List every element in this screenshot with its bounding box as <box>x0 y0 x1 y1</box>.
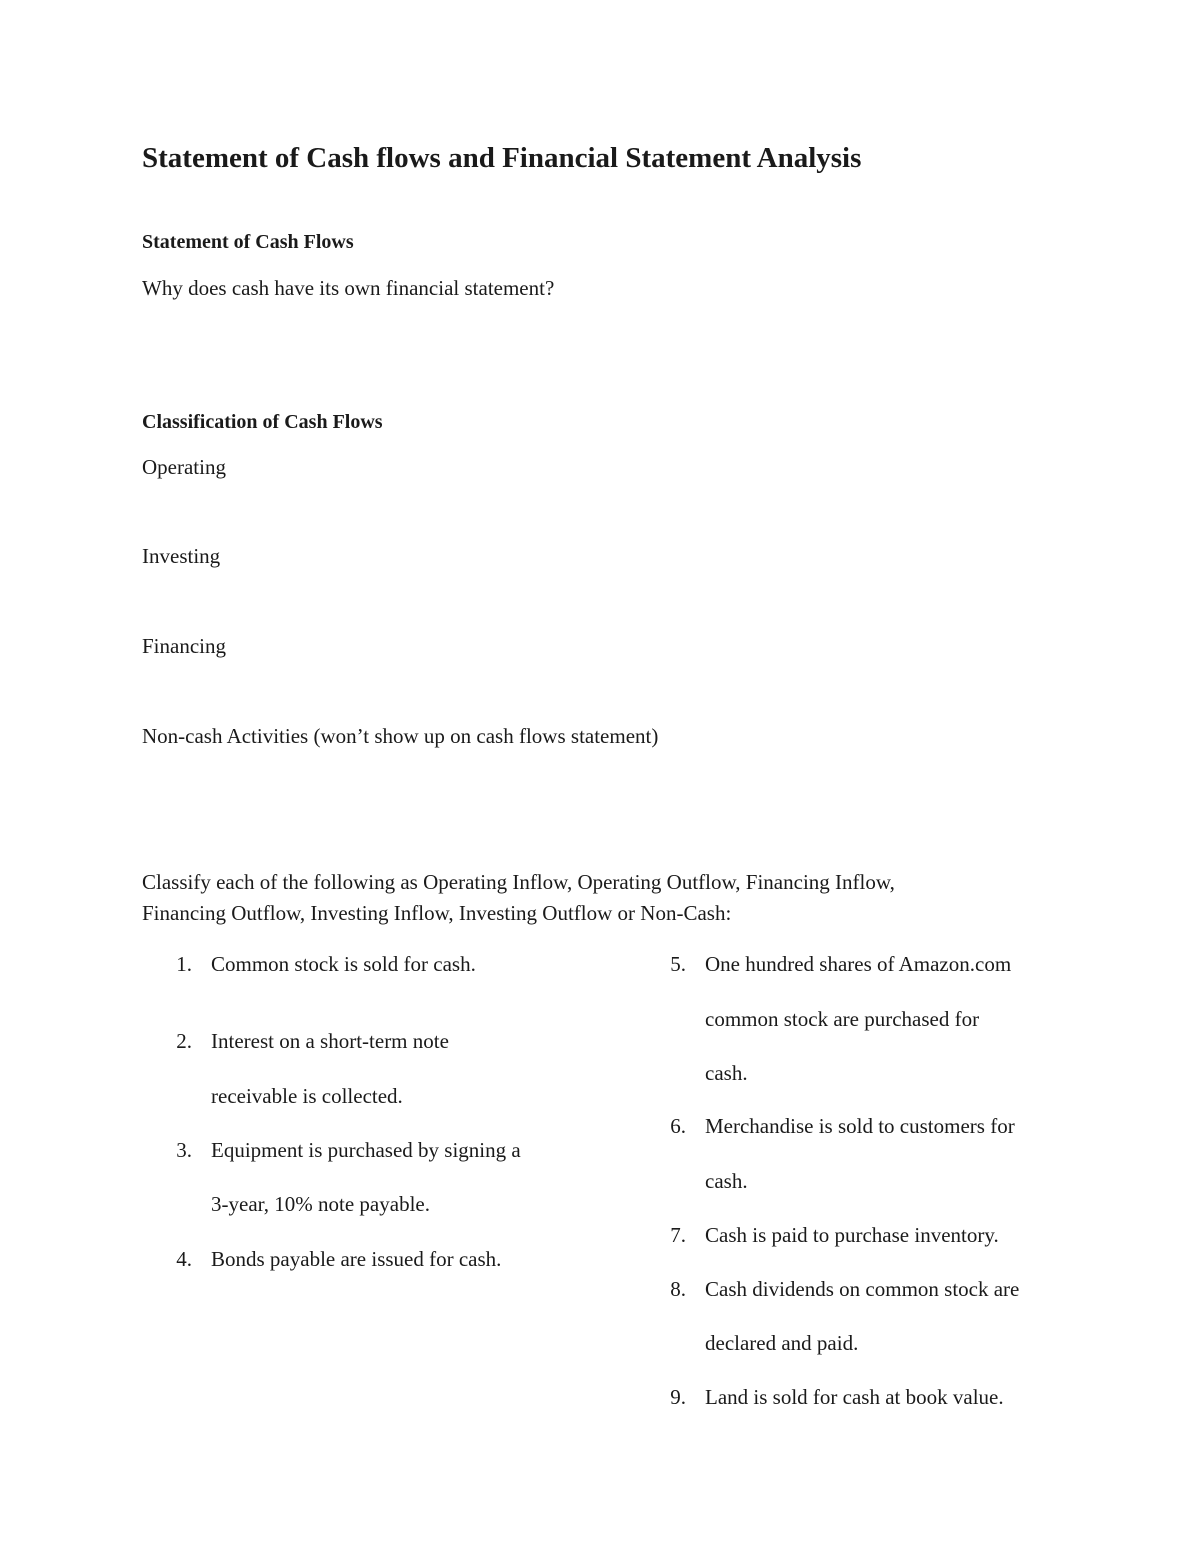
category-financing: Financing <box>142 634 226 658</box>
list-item-text: declared and paid. <box>705 1331 859 1355</box>
list-item-text: Cash is paid to purchase inventory. <box>705 1223 999 1247</box>
section-heading-statement: Statement of Cash Flows <box>142 231 354 253</box>
list-item-text: cash. <box>705 1169 748 1193</box>
list-item-text: receivable is collected. <box>211 1084 403 1108</box>
document-title: Statement of Cash flows and Financial Statement Analysis <box>142 142 862 174</box>
list-item-text: Land is sold for cash at book value. <box>705 1385 1004 1409</box>
category-investing: Investing <box>142 544 221 568</box>
list-item-number: 8. <box>670 1277 686 1301</box>
section-heading-classification: Classification of Cash Flows <box>142 411 383 433</box>
list-item-text: common stock are purchased for <box>705 1007 980 1031</box>
list-item-text: cash. <box>705 1061 748 1085</box>
list-item-number: 7. <box>670 1223 686 1247</box>
list-item-text: Bonds payable are issued for cash. <box>211 1247 502 1271</box>
category-noncash: Non-cash Activities (won’t show up on cash flows statement) <box>142 724 659 748</box>
list-item-number: 6. <box>670 1114 686 1138</box>
instructions-line-2: Financing Outflow, Investing Inflow, Investing Outflow or Non-Cash: <box>142 901 732 925</box>
list-item-text: 3-year, 10% note payable. <box>211 1192 430 1216</box>
list-item-text: One hundred shares of Amazon.com <box>705 952 1012 976</box>
question-text: Why does cash have its own financial statement? <box>142 276 555 300</box>
list-item-text: Cash dividends on common stock are <box>705 1277 1020 1301</box>
list-item-text: Merchandise is sold to customers for <box>705 1114 1015 1138</box>
list-item-number: 1. <box>176 952 192 976</box>
list-item-number: 4. <box>176 1247 192 1271</box>
list-item-text: Common stock is sold for cash. <box>211 952 476 976</box>
list-item-number: 3. <box>176 1138 192 1162</box>
list-item-number: 5. <box>670 952 686 976</box>
category-operating: Operating <box>142 455 226 479</box>
instructions-line-1: Classify each of the following as Operating Inflow, Operating Outflow, Financing Inflow, <box>142 870 895 894</box>
list-item-number: 9. <box>670 1385 686 1409</box>
list-item-text: Equipment is purchased by signing a <box>211 1138 521 1162</box>
list-item-text: Interest on a short-term note <box>211 1029 449 1053</box>
list-item-number: 2. <box>176 1029 192 1053</box>
